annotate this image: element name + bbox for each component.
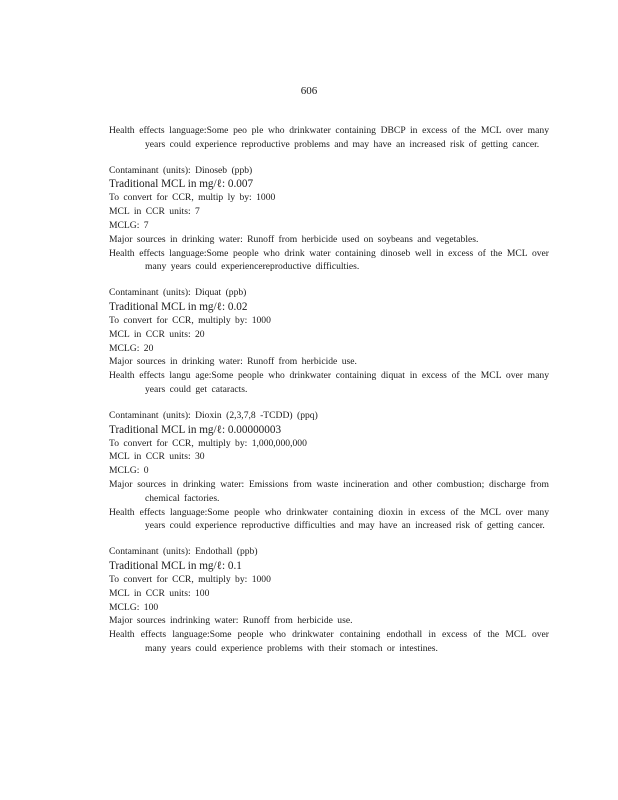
contaminant-heading: Contaminant (units): Endothall (ppb) — [109, 546, 258, 558]
convert-factor: To convert for CCR, multip ly by: 1000 — [109, 192, 276, 204]
mcl-ccr-units: MCL in CCR units: 20 — [109, 328, 205, 340]
traditional-mcl: Traditional MCL in mg/ℓ: 0.02 — [109, 300, 248, 313]
health-effects-text: Health effects language:Some peo ple who drinkwater containing DBCP in excess of the MCL over many years could experience reproductive problems and may have an increased risk of getting cancer. — [109, 125, 549, 150]
contaminant-heading: Contaminant (units): Dinoseb (ppb) — [109, 164, 253, 176]
mclg: MCLG: 20 — [109, 342, 154, 354]
page-number: 606 — [300, 85, 318, 97]
convert-factor: To convert for CCR, multiply by: 1000 — [109, 314, 271, 326]
contaminant-entry-endothall — [109, 545, 549, 656]
traditional-mcl: Traditional MCL in mg/ℓ: 0.1 — [109, 559, 242, 572]
contaminant-entry-dioxin — [109, 409, 549, 533]
mclg: MCLG: 7 — [109, 219, 149, 231]
mclg: MCLG: 100 — [109, 601, 159, 613]
health-effects-text: Health effects langu age:Some people who drinkwater containing diquat in excess of the MCL over many years could get cataracts. — [109, 370, 549, 395]
health-effects-text: Health effects language:Some people who drinkwater containing endothall in excess of the MCL over many years could experience problems with their stomach or intestines. — [109, 629, 549, 654]
contaminant-entry-diquat — [109, 286, 549, 397]
contaminant-entry-dinoseb — [109, 164, 549, 275]
convert-factor: To convert for CCR, multiply by: 1,000,000,000 — [109, 437, 307, 449]
major-sources: Major sources in drinking water: Emissions from waste incineration and other combustion; discharge from chemical factories. — [109, 478, 549, 504]
traditional-mcl: Traditional MCL in mg/ℓ: 0.007 — [109, 178, 254, 191]
major-sources: Major sources in drinking water: Runoff from herbicide use. — [109, 356, 357, 368]
traditional-mcl: Traditional MCL in mg/ℓ: 0.00000003 — [109, 423, 282, 436]
mcl-ccr-units: MCL in CCR units: 7 — [109, 206, 200, 218]
convert-factor: To convert for CCR, multiply by: 1000 — [109, 573, 271, 585]
document-body — [109, 124, 549, 668]
health-effects-text: Health effects language:Some people who drink water containing dinoseb well in excess of the MCL over many years could experiencereproductive difficulties. — [109, 247, 549, 273]
major-sources: Major sources indrinking water: Runoff from herbicide use. — [109, 615, 353, 627]
contaminant-heading: Contaminant (units): Diquat (ppb) — [109, 287, 247, 299]
contaminant-heading: Contaminant (units): Dioxin (2,3,7,8 -TCDD) (ppq) — [109, 409, 318, 421]
mclg: MCLG: 0 — [109, 465, 149, 477]
mcl-ccr-units: MCL in CCR units: 30 — [109, 451, 205, 463]
intro-block — [109, 124, 549, 152]
health-effects-text: Health effects language:Some people who drinkwater containing dioxin in excess of the MCL over many years could experience reproductive difficulties and may have an increased risk of getting cancer. — [109, 506, 549, 532]
major-sources: Major sources in drinking water: Runoff from herbicide used on soybeans and vegetables. — [109, 233, 479, 245]
mcl-ccr-units: MCL in CCR units: 100 — [109, 587, 210, 599]
